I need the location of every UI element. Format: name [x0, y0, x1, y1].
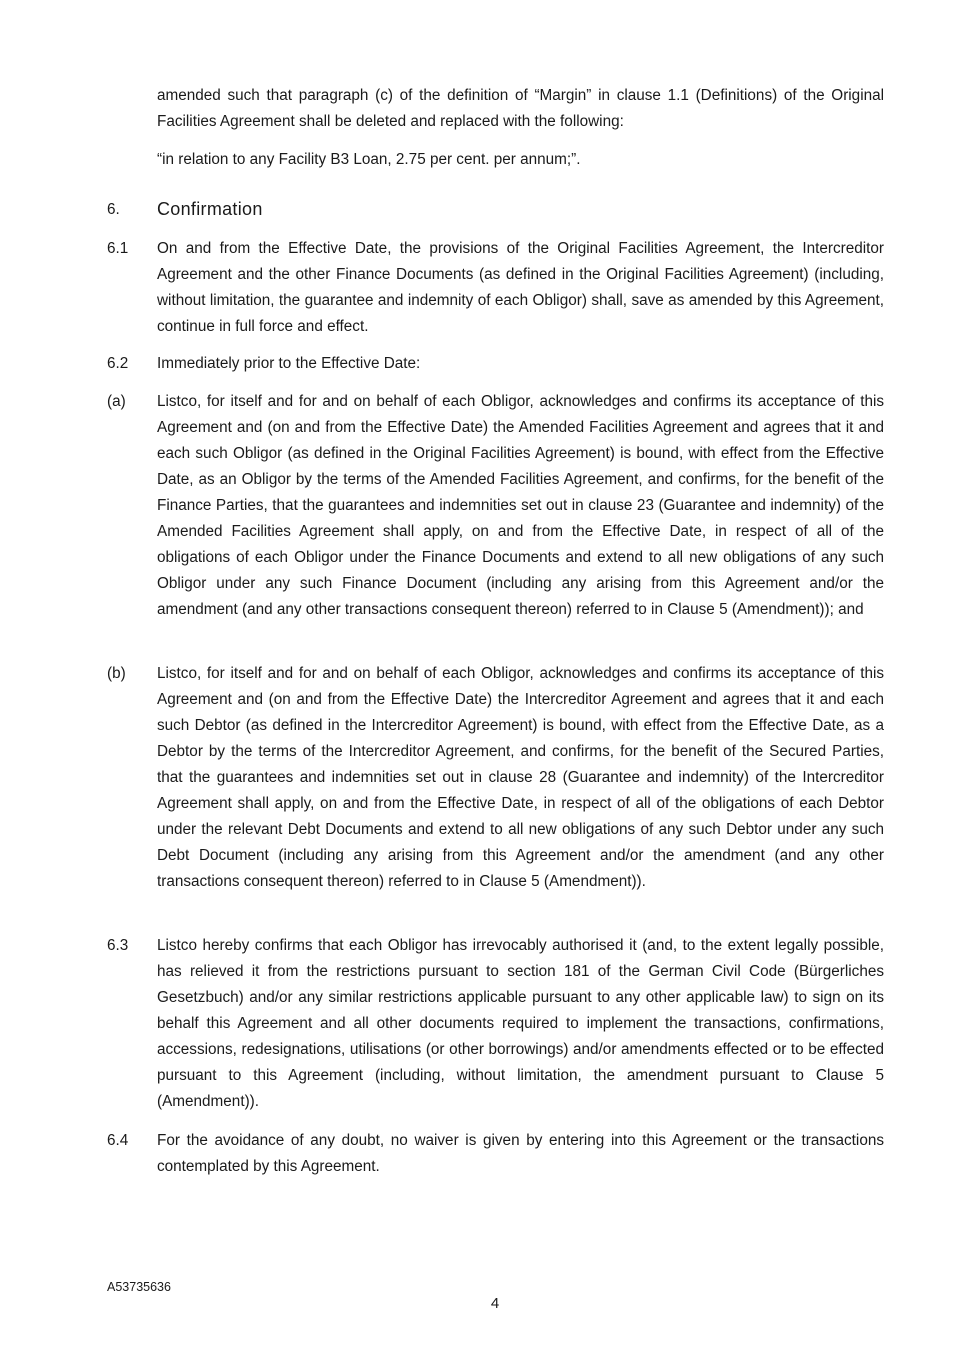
section-number: 6. [107, 201, 120, 218]
page-number: 4 [490, 1295, 500, 1312]
clause-number: (b) [107, 665, 126, 682]
clause-text: For the avoidance of any doubt, no waiver is given by entering into this Agreement or the transactions contemplated by this Agreement. [157, 1132, 884, 1175]
intro-quote: “in relation to any Facility B3 Loan, 2.75 per cent. per annum;”. [157, 151, 581, 168]
clause-text: Immediately prior to the Effective Date: [157, 355, 421, 372]
document-reference: A53735636 [107, 1280, 171, 1294]
intro-continuation: amended such that paragraph (c) of the definition of “Margin” in clause 1.1 (Definitions) of the Original Facilities Agreement shall be deleted and replaced with the following: [157, 87, 884, 130]
clause-text: Listco, for itself and for and on behalf of each Obligor, acknowledges and confirms its acceptance of this Agreement and (on and from the Effective Date) the Intercreditor Agreement and agrees that it and each such Debtor (as defined in the Intercreditor Agreement) is bound, with effect from the Effective Date, as a Debtor by the terms of the Intercreditor Agreement, and confirms, for the benefit of the Secured Parties, that the guarantees and indemnities set out in clause 28 (Guarantee and indemnity) of the Intercreditor Agreement shall apply, on and from the Effective Date, in respect of all of the obligations of each Debtor under the relevant Debt Documents and extend to all new obligations of any such Debtor under any such Debt Document (including any arising from this Agreement and/or the amendment (and any other transactions consequent thereon) referred to in Clause 5 (Amendment)). [157, 665, 884, 890]
clause-text: On and from the Effective Date, the provisions of the Original Facilities Agreement, the Intercreditor Agreement and the other Finance Documents (as defined in the Original Facilities Agreement) (including, without limitation, the guarantee and indemnity of each Obligor) shall, save as amended by this Agreement, continue in full force and effect. [157, 240, 884, 335]
clause-number: 6.3 [107, 937, 129, 954]
clause-number: 6.4 [107, 1132, 129, 1149]
clause-text: Listco hereby confirms that each Obligor has irrevocably authorised it (and, to the extent legally possible, has relieved it from the restrictions pursuant to section 181 of the German Civil Code (Bürgerliches Gesetzbuch) and/or any similar restrictions applicable pursuant to any other applicable law) to sign on its behalf this Agreement and all other documents required to implement the transactions, confirmations, accessions, redesignations, utilisations (or other borrowings) and/or amendments effected or to be effected pursuant to this Agreement (including, without limitation, the amendment pursuant to Clause 5 (Amendment)). [157, 937, 884, 1110]
clause-number: 6.2 [107, 355, 129, 372]
clause-number: 6.1 [107, 240, 129, 257]
clause-number: (a) [107, 393, 126, 410]
section-title: Confirmation [157, 199, 263, 219]
clause-text: Listco, for itself and for and on behalf of each Obligor, acknowledges and confirms its acceptance of this Agreement and (on and from the Effective Date) the Amended Facilities Agreement and agrees that it and each such Obligor (as defined in the Original Facilities Agreement) is bound, with effect from the Effective Date, as an Obligor by the terms of the Amended Facilities Agreement, and confirms, for the benefit of the Finance Parties, that the guarantees and indemnities set out in clause 23 (Guarantee and indemnity) of the Amended Facilities Agreement shall apply, on and from the Effective Date, in respect of all of the obligations of each Obligor under the Finance Documents and extend to all new obligations of any such Obligor under any such Finance Document (including any arising from this Agreement and/or the amendment (and any other transactions consequent thereon) referred to in Clause 5 (Amendment)); and [157, 393, 884, 618]
